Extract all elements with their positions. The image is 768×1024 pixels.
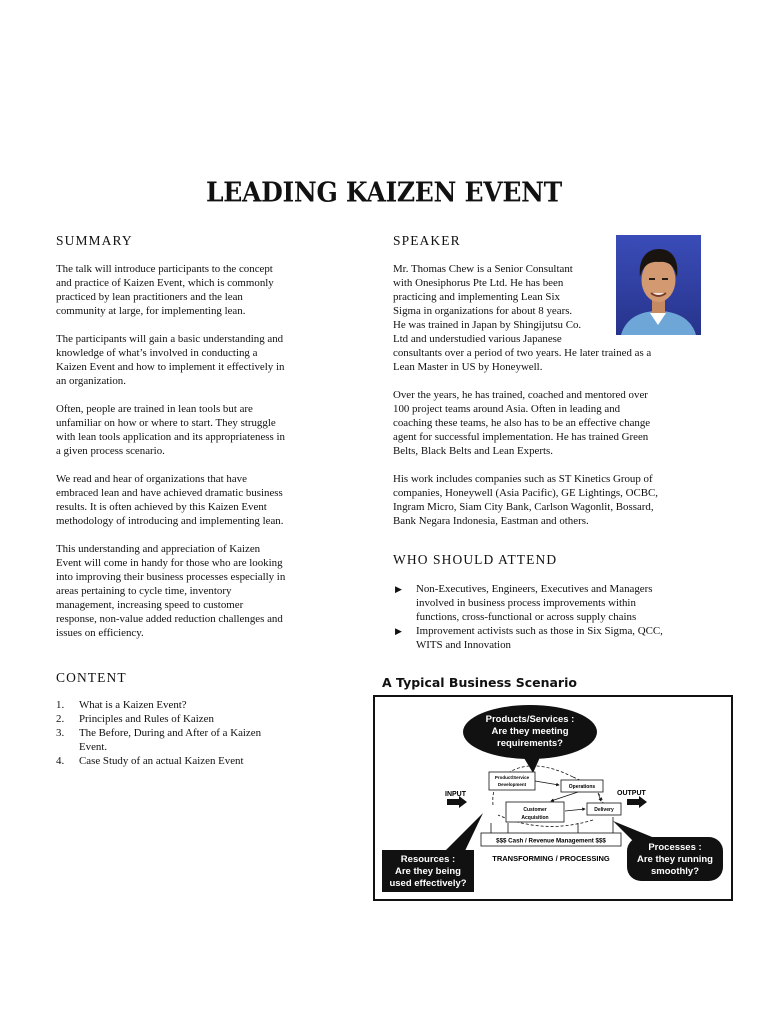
input-label: INPUT — [445, 791, 466, 798]
bullet-arrow-icon: ▶ — [395, 584, 402, 594]
bubble-processes-line: Processes : — [648, 842, 702, 853]
content-heading: CONTENT — [56, 670, 127, 685]
list-text: The Before, During and After of a Kaizen Event. — [79, 727, 262, 753]
bubble-resources-line: Resources : — [400, 854, 456, 865]
bubble-products-line: Products/Services : — [485, 714, 575, 725]
list-text: What is a Kaizen Event? — [79, 699, 187, 711]
transforming-label: TRANSFORMING / PROCESSING — [492, 854, 610, 863]
attend-list — [393, 582, 713, 652]
summary-paragraph: This understanding and appreciation of Kaizen Event will come in handy for those who are looking into improving their business processes especially in areas pertaining to cycle time, inventory management, increasing speed to customer response, non-value added reduction challenges and issues on efficiency. — [56, 543, 286, 639]
bullet-arrow-icon: ▶ — [395, 626, 402, 636]
summary-paragraph: Often, people are trained in lean tools but are unfamiliar on how or where to start. They struggle with lean tools application and its appropriateness in a given process scenario. — [56, 403, 285, 457]
box-customer-line: Customer — [523, 807, 547, 813]
summary-paragraph: We read and hear of organizations that have embraced lean and have achieved dramatic business results. It is often achieved by this Kaizen Event methodology of introducing and implementing lean. — [56, 473, 284, 527]
list-text: Case Study of an actual Kaizen Event — [79, 755, 244, 767]
bubble-products-line: requirements? — [497, 738, 563, 749]
output-label: OUTPUT — [617, 790, 646, 797]
speaker-paragraph: His work includes companies such as ST Kinetics Group of companies, Honeywell (Asia Pacific), GE Lightings, OCBC, Ingram Micro, Siam City Bank, Carlson Wagonlit, Bossard, Bank Negara Indonesia, Eastman and others. — [393, 473, 658, 527]
list-item — [56, 712, 316, 726]
list-number: 1. — [56, 699, 65, 711]
bubble-resources-line: used effectively? — [389, 878, 467, 889]
business-scenario-diagram — [373, 695, 733, 901]
box-operations-label: Operations — [568, 784, 596, 790]
cash-management-label: $$$ Cash / Revenue Management $$$ — [496, 837, 606, 845]
list-item — [56, 754, 316, 768]
list-item — [393, 582, 713, 624]
list-text: Improvement activists such as those in Six Sigma, QCC, WITS and Innovation — [416, 625, 663, 651]
content-list — [56, 698, 316, 768]
bubble-resources-line: Are they being — [395, 866, 461, 877]
speaker-paragraph: Mr. Thomas Chew is a Senior Consultant with Onesiphorus Pte Ltd. He has been practicing and implementing Lean Six Sigma in organizations for about 8 years. He was trained in Japan by Shingijutsu Co. Ltd and understudied various Japanese consultants over a period of two years. He later trained as a Lean Master in US by Honeywell. — [393, 263, 652, 373]
list-item — [393, 624, 713, 652]
list-number: 2. — [56, 713, 65, 725]
box-product-line: Product/Service — [494, 775, 530, 780]
summary-paragraph: The participants will gain a basic understanding and knowledge of what’s involved in conducting a Kaizen Event and how to implement it effectively in an organization. — [56, 333, 285, 387]
list-item — [56, 726, 316, 754]
list-number: 3. — [56, 727, 65, 739]
list-number: 4. — [56, 755, 65, 767]
list-text: Principles and Rules of Kaizen — [79, 713, 214, 725]
summary-paragraph: The talk will introduce participants to the concept and practice of Kaizen Event, which is commonly practiced by lean practitioners and the lean community at large, for implementing lean. — [56, 263, 274, 317]
bubble-processes-line: Are they running — [636, 854, 714, 865]
list-text: Non-Executives, Engineers, Executives and Managers involved in business process improvements within functions, cross-functional or across supply chains — [416, 583, 653, 623]
summary-heading: SUMMARY — [56, 233, 133, 248]
speaker-heading: SPEAKER — [393, 233, 461, 248]
box-product-line: Development — [497, 782, 527, 787]
box-delivery-label: Delivery — [594, 807, 614, 813]
list-item — [56, 698, 316, 712]
box-customer-line: Acquisition — [521, 815, 549, 821]
page-title: LEADING KAIZEN EVENT — [206, 176, 562, 209]
bubble-products-line: Are they meeting — [491, 726, 569, 737]
diagram-title: A Typical Business Scenario — [382, 675, 577, 690]
bubble-processes-line: smoothly? — [650, 866, 700, 877]
attend-heading: WHO SHOULD ATTEND — [393, 552, 558, 567]
speaker-paragraph: Over the years, he has trained, coached and mentored over 100 project teams around Asia. Often in leading and coaching these teams, he also has to be an effective change agent for successful implementation. He has trained Green Belts, Black Belts and Lean Experts. — [393, 389, 651, 457]
